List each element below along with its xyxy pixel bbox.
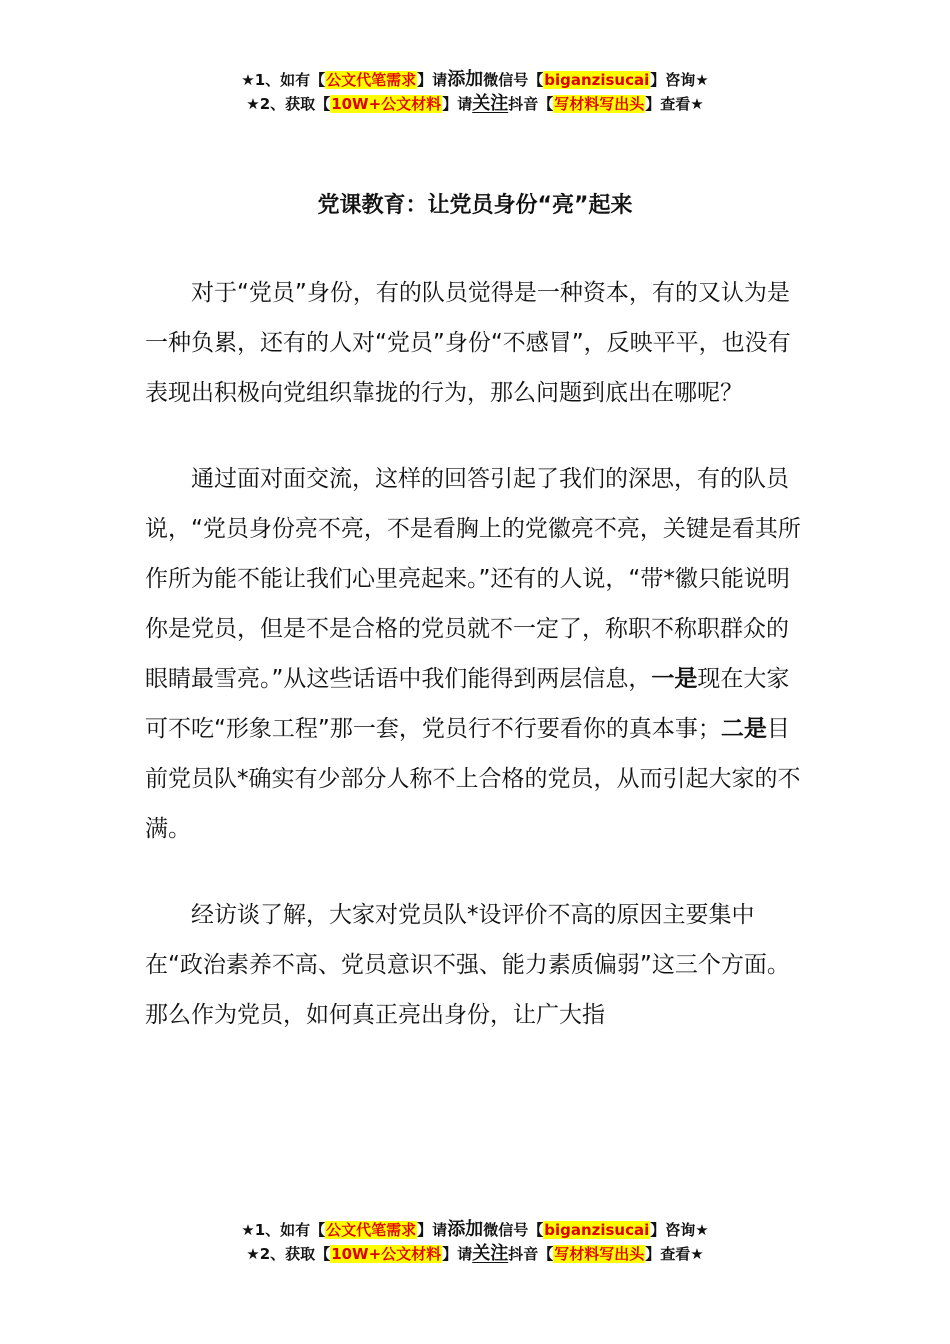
banner-text: 微信号【 — [483, 1221, 544, 1239]
highlight-materials: 10W+公文材料 — [331, 1245, 442, 1263]
banner-text: ★1、如有【 — [241, 71, 326, 89]
document-body — [145, 268, 805, 1076]
highlight-service: 公文代笔需求 — [326, 1221, 417, 1239]
highlight-wechat-id: biganzisucai — [544, 1221, 650, 1239]
banner-text: 抖音【 — [508, 95, 554, 113]
paragraph-3: 经访谈了解，大家对党员队*设评价不高的原因主要集中在“政治素养不高、党员意识不强、能力素质偏弱”这三个方面。那么作为党员，如何真正亮出身份，让广大指 — [145, 902, 790, 1028]
banner-emphasis: 添加 — [447, 1219, 484, 1240]
banner-text: ★1、如有【 — [241, 1221, 326, 1239]
highlight-materials: 10W+公文材料 — [331, 95, 442, 113]
banner-emphasis: 添加 — [447, 69, 484, 90]
banner-text: ★2、获取【 — [246, 95, 331, 113]
banner-text: ★2、获取【 — [246, 1245, 331, 1263]
paragraph-text: 现在大家可不吃“形象工程”那一套，党员行不行要看你的真本事； — [145, 666, 790, 742]
banner-line-2 — [0, 1242, 950, 1266]
banner-text: 抖音【 — [508, 1245, 554, 1263]
paragraph-text: 通过面对面交流，这样的回答引起了我们的深思，有的队员说，“党员身份亮不亮，不是看胸上的党徽亮不亮，关键是看其所作所为能不能让我们心里亮起来。”还有的人说，“带*徽只能说明你是党员，但是不是合格的党员就不一定了，称职不称职群众的眼睛最雪亮。”从这些话语中我们能得到两层信息， — [145, 466, 801, 692]
highlight-service: 公文代笔需求 — [326, 71, 417, 89]
banner-text: 】请 — [417, 1221, 448, 1239]
banner-text: 微信号【 — [483, 71, 544, 89]
paragraph-1: 对于“党员”身份，有的队员觉得是一种资本，有的又认为是一种负累，还有的人对“党员”身份“不感冒”，反映平平，也没有表现出积极向党组织靠拢的行为，那么问题到底出在哪呢？ — [145, 280, 791, 406]
banner-text: 】请 — [417, 71, 448, 89]
highlight-douyin-account: 写材料写出头 — [554, 1245, 645, 1263]
document-title: 党课教育：让党员身份“亮”起来 — [317, 193, 633, 218]
banner-line-1 — [0, 68, 950, 92]
banner-emphasis: 关注 — [472, 1243, 509, 1264]
bold-marker-second: 二是 — [720, 716, 767, 742]
banner-line-1 — [0, 1218, 950, 1242]
banner-text: 】咨询★ — [650, 1221, 709, 1239]
banner-line-2 — [0, 92, 950, 116]
bold-marker-first: 一是 — [651, 666, 698, 692]
paragraph-2 — [145, 454, 805, 854]
banner-text: 】请 — [442, 95, 473, 113]
banner-text: 】请 — [442, 1245, 473, 1263]
banner-text: 】查看★ — [645, 95, 704, 113]
bottom-banner — [0, 1218, 950, 1266]
banner-text: 】查看★ — [645, 1245, 704, 1263]
top-banner — [0, 68, 950, 116]
highlight-wechat-id: biganzisucai — [544, 71, 650, 89]
banner-text: 】咨询★ — [650, 71, 709, 89]
highlight-douyin-account: 写材料写出头 — [554, 95, 645, 113]
paragraph-text: 目前党员队*确实有少部分人称不上合格的党员，从而引起大家的不满。 — [145, 716, 801, 842]
banner-emphasis: 关注 — [472, 93, 509, 114]
